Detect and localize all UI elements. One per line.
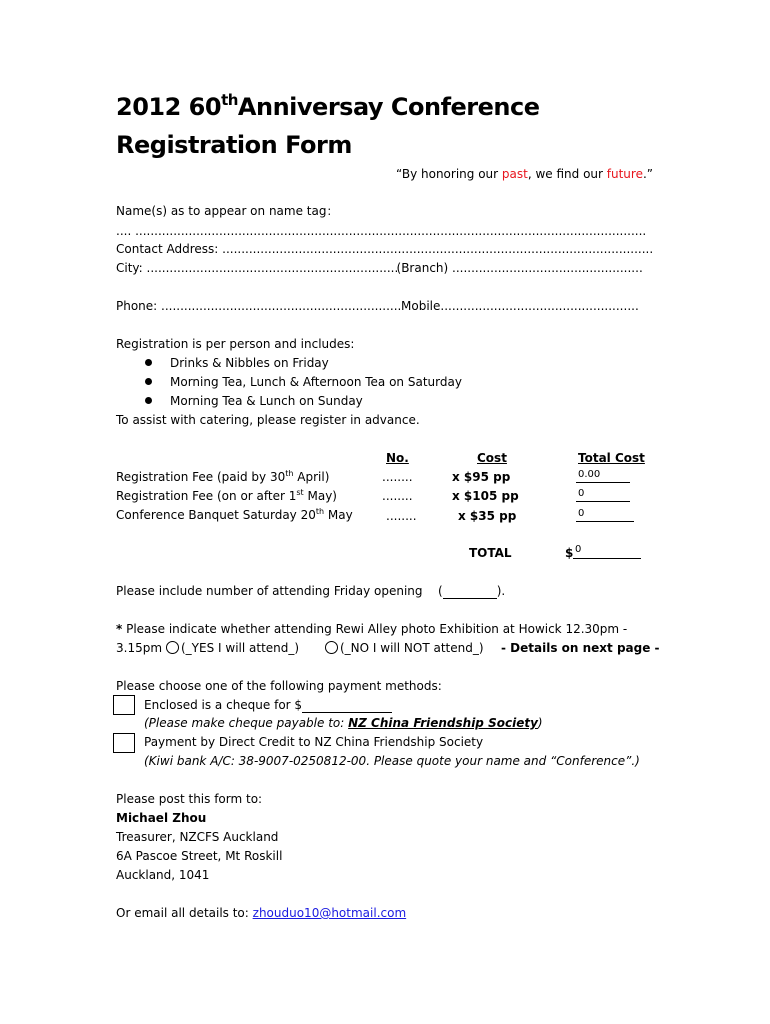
total-currency: $ (565, 546, 574, 560)
city-field[interactable]: City: ..... (Branch) ..... (116, 260, 642, 276)
recipient-name: Michael Zhou (116, 811, 207, 825)
radio-no[interactable] (325, 641, 338, 654)
fee-row-total[interactable]: 0 (576, 488, 630, 502)
exhibition-time: 3.15pm (116, 641, 163, 655)
bullet-icon (145, 359, 152, 366)
name-tag-field[interactable]: .... ..... (116, 223, 647, 239)
list-item: Drinks & Nibbles on Friday (170, 356, 329, 370)
bullet-icon (145, 397, 152, 404)
email-line: Or email all details to: zhouduo10@hotmail.com (116, 906, 407, 920)
fee-row-label: Registration Fee (paid by 30th April) (116, 469, 330, 484)
fee-row-total[interactable]: 0 (576, 508, 634, 522)
fee-row-quantity[interactable]: ........ (382, 489, 413, 503)
fee-row-label: Conference Banquet Saturday 20th May (116, 507, 353, 522)
header-cost: Cost (477, 451, 507, 465)
friday-opening-field[interactable]: ( ). (438, 584, 506, 598)
friday-opening-text: Please include number of attending Friday opening (116, 584, 423, 598)
exhibition-question: * Please indicate whether attending Rewi Alley photo Exhibition at Howick 12.30pm - (116, 622, 628, 636)
address-line: Treasurer, NZCFS Auckland (116, 830, 279, 844)
branch-label: (Branch) (396, 261, 453, 275)
total-label: TOTAL (469, 546, 512, 560)
form-title: 2012 60thAnniversay Conference (116, 91, 540, 121)
post-intro: Please post this form to: (116, 792, 263, 806)
direct-credit-checkbox[interactable] (113, 733, 135, 753)
catering-note: To assist with catering, please register in advance. (116, 413, 420, 427)
fee-row-quantity[interactable]: ........ (386, 509, 417, 523)
total-value[interactable]: 0 (573, 544, 641, 559)
radio-no-label[interactable]: (_NO I will NOT attend_) (340, 641, 484, 655)
fee-row-cost: x $105 pp (452, 489, 519, 503)
bullet-icon (145, 378, 152, 385)
cheque-checkbox[interactable] (113, 695, 135, 715)
header-no: No. (386, 451, 409, 465)
direct-credit-note: (Kiwi bank A/C: 38-9007-0250812-00. Please quote your name and “Conference”.) (144, 754, 640, 768)
cheque-label: Enclosed is a cheque for $ (144, 697, 392, 713)
cheque-amount-field[interactable] (302, 700, 392, 713)
fee-row-cost: x $95 pp (452, 470, 511, 484)
registration-intro: Registration is per person and includes: (116, 337, 355, 351)
address-line: Auckland, 1041 (116, 868, 210, 882)
list-item: Morning Tea & Lunch on Sunday (170, 394, 363, 408)
fee-row-total[interactable]: 0.00 (576, 469, 630, 483)
address-line: 6A Pascoe Street, Mt Roskill (116, 849, 283, 863)
cheque-note: (Please make cheque payable to: NZ China Friendship Society) (144, 716, 543, 730)
details-next-page: - Details on next page - (501, 641, 660, 655)
motto-past: past (501, 167, 528, 181)
radio-yes[interactable] (166, 641, 179, 654)
fee-row-quantity[interactable]: ........ (382, 470, 413, 484)
contact-address-field[interactable]: Contact Address: ..... (116, 241, 654, 257)
header-total-cost: Total Cost (578, 451, 645, 465)
fee-row-cost: x $35 pp (458, 509, 517, 523)
radio-yes-label[interactable]: (_YES I will attend_) (181, 641, 300, 655)
email-link[interactable]: zhouduo10@hotmail.com (252, 906, 407, 920)
fee-row-label: Registration Fee (on or after 1st May) (116, 488, 337, 503)
motto: “By honoring our past, we find our future.” (396, 167, 653, 181)
name-tag-label: Name(s) as to appear on name tag： (116, 204, 339, 218)
form-title-line2: Registration Form (116, 131, 352, 159)
payment-intro: Please choose one of the following payment methods: (116, 679, 442, 693)
mobile-label: Mobile (401, 299, 441, 313)
direct-credit-label: Payment by Direct Credit to NZ China Friendship Society (144, 735, 484, 749)
list-item: Morning Tea, Lunch & Afternoon Tea on Saturday (170, 375, 462, 389)
phone-field[interactable]: Phone: ..... Mobile..... (116, 298, 640, 314)
motto-future: future (606, 167, 643, 181)
